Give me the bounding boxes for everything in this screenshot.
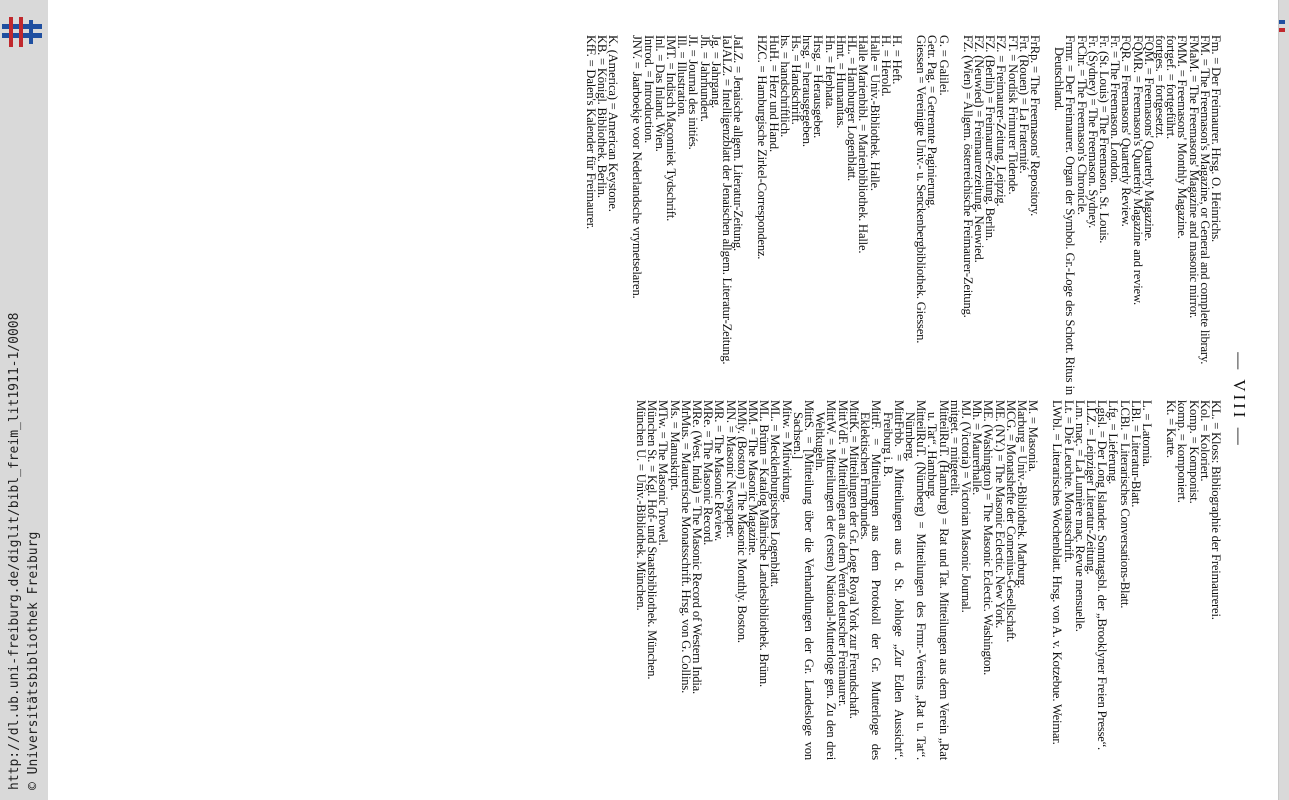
- abbreviation-entry: H. = Herold.: [878, 35, 893, 97]
- abbreviation-entry: Jg. = Jahrgang.: [708, 35, 723, 109]
- abbreviation-entry: IMT. = Indisch Maçonniek Tydschrift.: [664, 35, 679, 222]
- abbreviation-entry: Mitw. = Mitwirkung.: [779, 400, 794, 503]
- abbreviation-entry: Marburg = Univ.-Bibliothek. Marburg.: [1014, 400, 1029, 589]
- abbreviation-entry: Giessen = Vereinigte Univ.- u. Senckenbergbibliothek. Giessen.: [914, 35, 929, 344]
- abbreviation-entry: MitteilRuT. (Nürnberg) = Mitteilungen des Frmr.-Vereins „Rat u. Tat“. Nürnberg.: [902, 400, 929, 760]
- abbreviation-entry: Lm. maç. = La Lumière maç. Revue mensuelle.: [1072, 400, 1087, 632]
- abbreviation-entry: FQR. = Freemasons' Quarterly Review.: [1119, 35, 1134, 227]
- abbreviation-entry: Ill. = Illustration.: [675, 35, 690, 118]
- abbreviation-entry: MTw. = The Masonic Trowel.: [656, 400, 671, 546]
- abbreviation-entry: LBl. = Literatur-Blatt.: [1128, 400, 1143, 508]
- abbreviation-entry: hs. = handschriftlich.: [777, 35, 792, 138]
- abbreviation-entry: FZ. (Berlin) = Freimaurer-Zeitung. Berlin.: [983, 35, 998, 241]
- abbreviation-entry: MittVdF. = Mitteilungen aus dem Verein deutscher Freimaurer.: [835, 400, 850, 707]
- abbreviation-entry: MittS. = [Mitteilung über die Verhandlungen der Gr. Landesloge von Sachsen.]: [790, 400, 817, 760]
- abbreviation-entry: München St. = Kgl. Hof- und Staatsbibliothek. München.: [645, 400, 660, 680]
- viewer-left-sidebar: [0, 0, 48, 800]
- viewer-right-scrollbar[interactable]: [1278, 0, 1289, 800]
- abbreviation-entry: JNV. = Jaarboekje voor Nederlandsche vrymetselaren.: [630, 35, 645, 299]
- entry-gap: [743, 35, 756, 395]
- page-number: — VIII —: [1230, 352, 1249, 448]
- abbreviation-entry: FZ. = Freimaurer-Zeitung. Leipzig.: [994, 35, 1009, 207]
- right-text-column: [635, 400, 1221, 760]
- abbreviation-entry: MittF. = Mitteilungen aus dem Protokoll der Gr. Mutterloge des Eklektischen Frmrbundes.: [858, 400, 884, 760]
- entry-gap: [618, 35, 631, 395]
- abbreviation-entry: Hs. = Handschrift.: [789, 35, 804, 125]
- abbreviation-entry: Lfg. = Lieferung.: [1106, 400, 1121, 485]
- source-url[interactable]: http://dl.ub.uni-freiburg.de/diglit/bibl_freim_lit1911-1/0008: [7, 312, 22, 790]
- abbreviation-entry: Hmt. = Humanitas.: [833, 35, 848, 129]
- abbreviation-entry: fortges. = fortgesetzt.: [1152, 35, 1167, 139]
- abbreviation-entry: MittW. = Mitteilungen der (ersten) National-Mutterloge gen. Zu den drei Weltkugeln.: [813, 400, 839, 760]
- abbreviation-entry: Frt. (Rouen) = La Fraternité.: [1016, 35, 1031, 174]
- abbreviation-entry: fortgef. = fortgeführt.: [1164, 35, 1179, 139]
- abbreviation-entry: FQMR. = Freemason's Quarterly Magazine and review.: [1130, 35, 1145, 305]
- abbreviation-entry: Fr. (Sydney) = The Freemason. Sydney.: [1085, 35, 1100, 229]
- abbreviation-entry: G. = Galilei.: [936, 35, 951, 96]
- abbreviation-entry: FT. = Nordisk Frimurer Tidende.: [1005, 35, 1020, 195]
- scanned-page: [48, 0, 1279, 800]
- abbreviation-entry: Introd. = Introduction.: [641, 35, 656, 144]
- abbreviation-entry: H. = Heft.: [889, 35, 904, 85]
- abbreviation-entry: Fm. = Der Freimaurer. Hrsg. O. Heinrichs.: [1209, 35, 1223, 243]
- abbreviation-entry: MCG. = Monatshefte der Comenius-Gesellschaft.: [1003, 400, 1018, 643]
- entry-gap: [1038, 400, 1051, 760]
- abbreviation-entry: MMly. (Boston) = The Masonic Monthly. Boston.: [734, 400, 749, 643]
- abbreviation-entry: MRe. = The Masonic Record.: [701, 400, 716, 546]
- abbreviation-entry: Halle Marienbibl. = Marienbibliothek. Halle.: [856, 35, 871, 254]
- abbreviation-entry: FZ. (Neuwied) = Freimaurerzeitung. Neuwied.: [971, 35, 986, 263]
- abbreviation-entry: Komp. = Komponist.: [1186, 400, 1201, 504]
- abbreviation-entry: Lt. = Die Leuchte. Monatsschrift.: [1061, 400, 1076, 563]
- abbreviation-entry: MittK. = Mitteilungen der Gr. Loge Royal York zur Freundschaft.: [846, 400, 861, 719]
- abbreviation-entry: FQM. = Freemasons' Quarterly Magazine.: [1141, 35, 1156, 242]
- rotated-sheet: [48, 0, 1279, 800]
- abbreviation-entry: KB. = Königl. Bibliothek. Berlin.: [595, 35, 610, 198]
- abbreviation-entry: Inl. = Das Inland. Wien.: [652, 35, 667, 152]
- abbreviation-entry: LLZ. = Leipziger Literatur-Zeitung.: [1083, 400, 1098, 575]
- abbreviation-entry: JaLZ. = Jenaische allgem. Literatur-Zeitung.: [731, 35, 746, 251]
- abbreviation-entry: FrRp. = The Freemasons' Repository.: [1027, 35, 1042, 217]
- abbreviation-entry: Halle = Univ.-Bibliothek. Halle.: [867, 35, 882, 191]
- abbreviation-entry: IaJALZ. = Intelligenzblatt der Jenaischen allgem. Literatur-Zeitung.: [720, 35, 735, 365]
- abbreviation-entry: MittFrbb. = Mitteilungen aus d. St. Johloge „Zur Edlen Aussicht“. Freiburg i. B.: [880, 400, 906, 760]
- abbreviation-entry: FZ. (Wien) = Allgem. österreichische Freimaurer-Zeitung.: [960, 35, 975, 318]
- abbreviation-entry: MitteilRuT. (Hamburg) = Rat und Tat. Mitteilungen aus dem Verein „Rat u. Tat“. Hamburg.: [925, 400, 951, 760]
- vertical-source-text: [0, 0, 48, 800]
- abbreviation-entry: KL. = Kloss: Bibliographie der Freimaurerei.: [1209, 400, 1223, 620]
- abbreviation-entry: KfF. = Dalen's Kalender für Freimaurer.: [583, 35, 598, 229]
- abbreviation-entry: Lgisl. = Der Long Islander. Sonntagsbl. der „Brooklyner Freien Presse“.: [1095, 400, 1110, 750]
- abbreviation-entry: Hn. = Hephata.: [822, 35, 837, 110]
- abbreviation-entry: ME. (Washington) = The Masonic Eclectic. Washington.: [981, 400, 996, 676]
- abbreviation-entry: HL. = Hamburger Logenblatt.: [845, 35, 860, 181]
- abbreviation-entry: FM. = The Freemason's Magazine, or General and complete library.: [1197, 35, 1212, 365]
- abbreviation-entry: Frmr. = Der Freimaurer. Organ der Symbol. Gr.-Loge des Schott. Ritus in Deutschland.: [1052, 35, 1078, 395]
- abbreviation-entry: komp. = komponiert.: [1175, 400, 1190, 503]
- abbreviation-entry: HZC. = Hamburgische Zirkel-Correspondenz.: [755, 35, 770, 260]
- flag-marker-icon: [1279, 18, 1285, 38]
- abbreviation-entry: MRe. (West. India) = The Masonic Record of Western India.: [690, 400, 705, 694]
- abbreviation-entry: MM. = The Masonic Magazine.: [746, 400, 761, 556]
- abbreviation-entry: MrMus. = Maurerische Monatsschrift. Hrsg. von G. Collins.: [678, 400, 693, 694]
- abbreviation-entry: MJ. (Victoria) = Victorian Masonic Journal.: [958, 400, 973, 613]
- abbreviation-entry: ML. = Mecklenburgisches Logenblatt.: [768, 400, 783, 587]
- entry-gap: [902, 35, 915, 395]
- abbreviation-entry: Hrsg. = Herausgeber.: [811, 35, 826, 139]
- abbreviation-entry: Kt. = Karte.: [1164, 400, 1179, 458]
- abbreviation-entry: JI. = Journal des initiés.: [686, 35, 701, 150]
- abbreviation-entry: Jh. = Jahrhundert.: [697, 35, 712, 122]
- abbreviation-entry: Getr. Pag. = Getrennte Paginierung.: [925, 35, 940, 209]
- abbreviation-entry: MR. = The Masonic Review.: [712, 400, 727, 541]
- abbreviation-entry: L. = Latomia.: [1139, 400, 1154, 467]
- abbreviation-entry: München U. = Univ.-Bibliothek. München.: [634, 400, 649, 611]
- abbreviation-entry: ML. Brünn = Katalog Mährische Landesbibliothek. Brünn.: [757, 400, 772, 687]
- abbreviation-entry: HuH. = Herz und Hand.: [766, 35, 781, 152]
- abbreviation-entry: M. = Masonia.: [1026, 400, 1041, 472]
- abbreviation-entry: mitget. = mitgeteilt.: [947, 400, 962, 496]
- abbreviation-entry: Mh. = Maurerhalle.: [970, 400, 985, 496]
- abbreviation-entry: hrsg. = herausgegeben.: [800, 35, 815, 147]
- abbreviation-entry: LWbl. = Literarisches Wochenblatt. Hrsg. von A. v. Kotzebue. Weimar.: [1050, 400, 1065, 745]
- abbreviation-entry: Kol. = Koloriert.: [1197, 400, 1212, 482]
- abbreviation-entry: K. (America) = American Keystone.: [606, 35, 621, 212]
- abbreviation-entry: MN. = Masonic Newspaper.: [723, 400, 738, 538]
- left-text-column: [585, 35, 1221, 395]
- abbreviation-entry: Ms. = Manuskript.: [667, 400, 682, 491]
- abbreviation-entry: Fr. = The Freemason. London.: [1108, 35, 1123, 183]
- abbreviation-entry: FMaM. = The Freemasons' Magazine and masonic mirror.: [1186, 35, 1201, 319]
- abbreviation-entry: LCBl. = Literarisches Conversations-Blatt.: [1117, 400, 1132, 609]
- abbreviation-entry: Fr. (St. Louis) = The Freemason. St. Louis.: [1096, 35, 1111, 244]
- copyright-notice: © Universitätsbibliothek Freiburg: [26, 531, 41, 790]
- abbreviation-entry: FrChr. = The Freemason's Chronicle.: [1074, 35, 1089, 215]
- abbreviation-entry: FMM. = Freemasons' Monthly Magazine.: [1175, 35, 1190, 239]
- abbreviation-entry: ME. (NY.) = The Masonic Eclectic. New York.: [992, 400, 1007, 629]
